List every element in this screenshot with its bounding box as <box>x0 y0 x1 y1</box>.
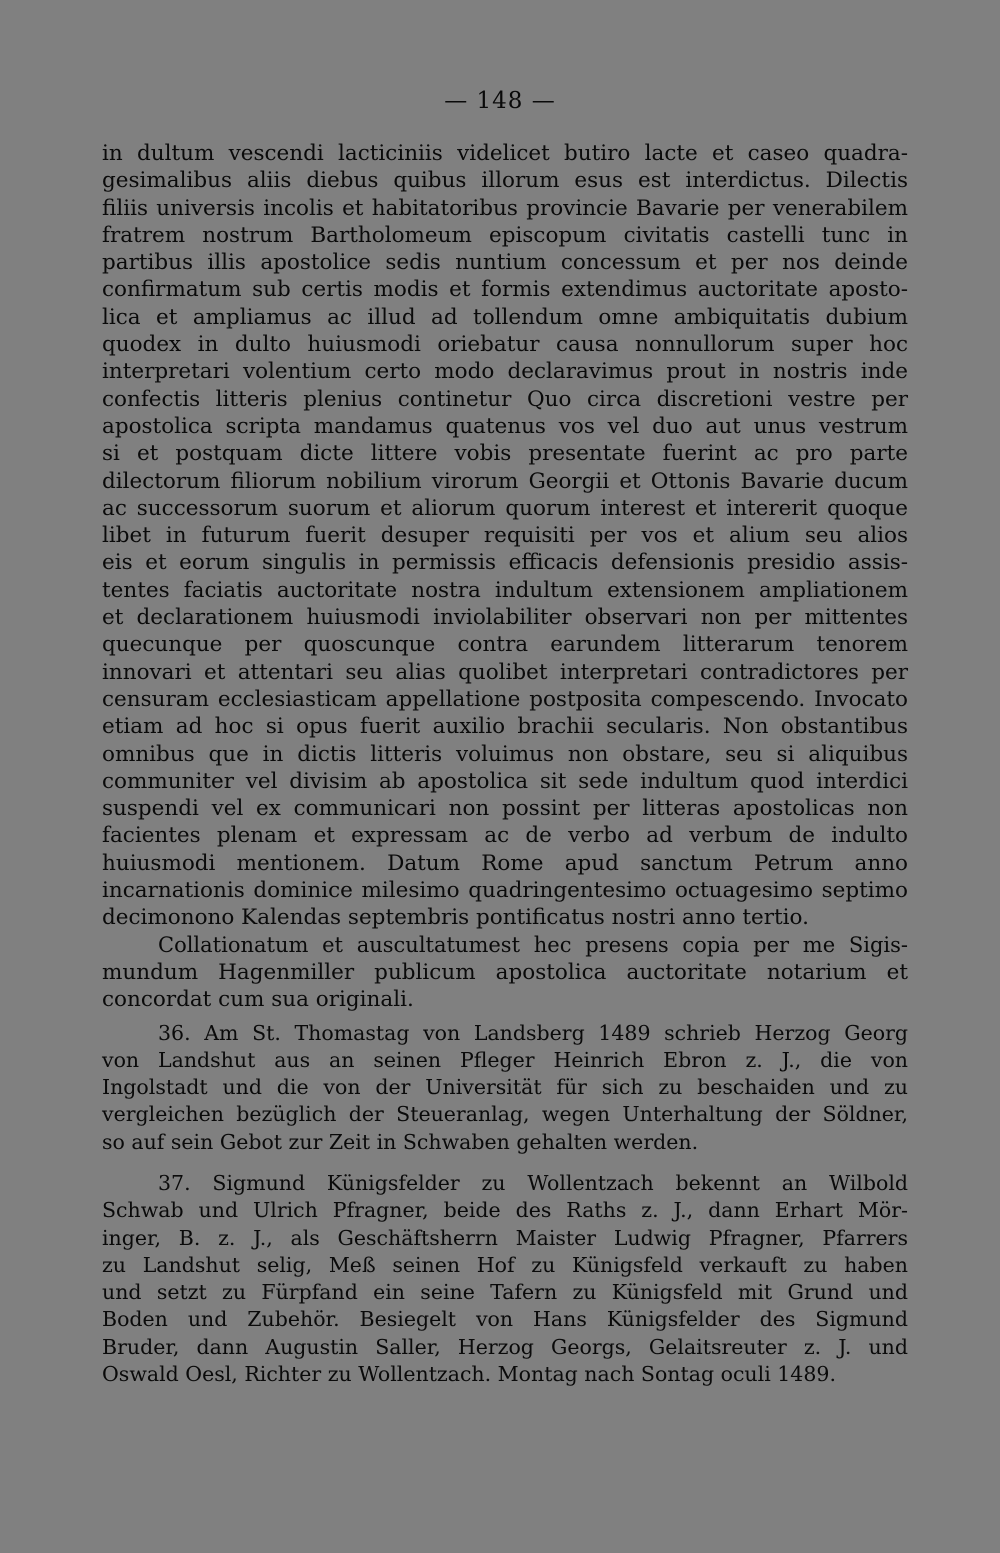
text-line: Ingolstadt und die von der Universität für sich zu beschaiden und zu <box>102 1075 908 1100</box>
text-line: facientes plenam et expressam ac de verbo ad verbum de indulto <box>102 823 908 849</box>
text-line: lica et ampliamus ac illud ad tollendum omne ambiquitatis dubium <box>102 304 908 330</box>
text-line: etiam ad hoc si opus fuerit auxilio brachii secularis. Non obstantibus <box>102 714 908 740</box>
entry-37 <box>102 1170 908 1388</box>
text-line: 36. Am St. Thomastag von Landsberg 1489 schrieb Herzog Georg <box>158 1020 908 1045</box>
text-line: Oswald Oesl, Richter zu Wollentzach. Montag nach Sontag oculi 1489. <box>102 1362 836 1387</box>
collation-paragraph <box>102 932 908 1014</box>
text-line: omnibus que in dictis litteris voluimus non obstare, seu si aliquibus <box>102 741 908 767</box>
text-line: in dultum vescendi lacticiniis videlicet butiro lacte et caseo quadra- <box>102 141 908 166</box>
entry-spacer <box>102 1156 908 1170</box>
text-line: apostolica scripta mandamus quatenus vos vel duo aut unus vestrum <box>102 413 908 439</box>
text-line: dilectorum filiorum nobilium virorum Georgii et Ottonis Bavarie ducum <box>102 468 908 494</box>
text-line: von Landshut aus an seinen Pfleger Heinrich Ebron z. J., die von <box>102 1047 908 1072</box>
text-line: so auf sein Gebot zur Zeit in Schwaben gehalten werden. <box>102 1129 699 1154</box>
text-line: interpretari volentium certo modo declaravimus prout in nostris inde <box>102 359 908 385</box>
text-line: Schwab und Ulrich Pfragner, beide des Raths z. J., dann Erhart Mör- <box>102 1198 908 1223</box>
text-line: vergleichen bezüglich der Steueranlag, wegen Unterhaltung der Söldner, <box>102 1102 908 1127</box>
text-line: incarnationis dominice milesimo quadringentesimo octuagesimo septimo <box>102 878 908 904</box>
text-line: decimonono Kalendas septembris pontificatus nostri anno tertio. <box>102 905 809 931</box>
text-line: huiusmodi mentionem. Datum Rome apud sanctum Petrum anno <box>102 850 908 876</box>
text-line: suspendi vel ex communicari non possint per litteras apostolicas non <box>102 796 908 822</box>
text-line: Collationatum et auscultatumest hec presens copia per me Sigis- <box>158 932 908 957</box>
text-line: Bruder, dann Augustin Saller, Herzog Georgs, Gelaitsreuter z. J. und <box>102 1334 908 1359</box>
text-line: censuram ecclesiasticam appellatione postposita compescendo. Invocato <box>102 686 908 712</box>
text-line: confirmatum sub certis modis et formis extendimus auctoritate aposto- <box>102 277 908 303</box>
text-line: zu Landshut selig, Meß seinen Hof zu Künigsfeld verkauft zu haben <box>102 1252 908 1277</box>
text-line: quodex in dulto huiusmodi oriebatur causa nonnullorum super hoc <box>102 332 908 358</box>
text-line: libet in futurum fuerit desuper requisiti per vos et alium seu alios <box>102 523 908 549</box>
text-line: innovari et attentari seu alias quolibet interpretari contradictores per <box>102 659 908 685</box>
text-line: tentes faciatis auctoritate nostra indultum extensionem ampliationem <box>102 577 908 603</box>
text-line: filiis universis incolis et habitatoribus provincie Bavarie per venerabilem <box>102 195 908 221</box>
text-line: eis et eorum singulis in permissis efficacis defensionis presidio assis- <box>102 550 908 576</box>
text-line: fratrem nostrum Bartholomeum episcopum civitatis castelli tunc in <box>102 222 908 248</box>
text-line: si et postquam dicte littere vobis presentate fuerint ac pro parte <box>102 441 908 467</box>
text-line: et declarationem huiusmodi inviolabiliter observari non per mittentes <box>102 605 908 631</box>
latin-paragraph <box>102 140 908 932</box>
text-line: Boden und Zubehör. Besiegelt von Hans Künigsfelder des Sigmund <box>102 1307 908 1332</box>
text-line: inger, B. z. J., als Geschäftsherrn Maister Ludwig Pfragner, Pfarrers <box>102 1225 908 1250</box>
text-line: 37. Sigmund Künigsfelder zu Wollentzach bekennt an Wilbold <box>158 1170 908 1195</box>
text-line: confectis litteris plenius continetur Quo circa discretioni vestre per <box>102 386 908 412</box>
page-number-header: — 148 — <box>444 88 556 114</box>
text-line: ac successorum suorum et aliorum quorum interest et intererit quoque <box>102 495 908 521</box>
text-line: und setzt zu Fürpfand ein seine Tafern zu Künigsfeld mit Grund und <box>102 1280 908 1305</box>
text-line: concordat cum sua originali. <box>102 987 414 1013</box>
text-line: gesimalibus aliis diebus quibus illorum esus est interdictus. Dilectis <box>102 168 908 194</box>
entry-36 <box>102 1020 908 1156</box>
text-line: communiter vel divisim ab apostolica sit sede indultum quod interdici <box>102 768 908 794</box>
text-line: mundum Hagenmiller publicum apostolica auctoritate notarium et <box>102 959 908 985</box>
page-body <box>102 140 908 1388</box>
text-line: partibus illis apostolice sedis nuntium concessum et per nos deinde <box>102 250 908 276</box>
text-line: quecunque per quoscunque contra earundem litterarum tenorem <box>102 632 908 658</box>
